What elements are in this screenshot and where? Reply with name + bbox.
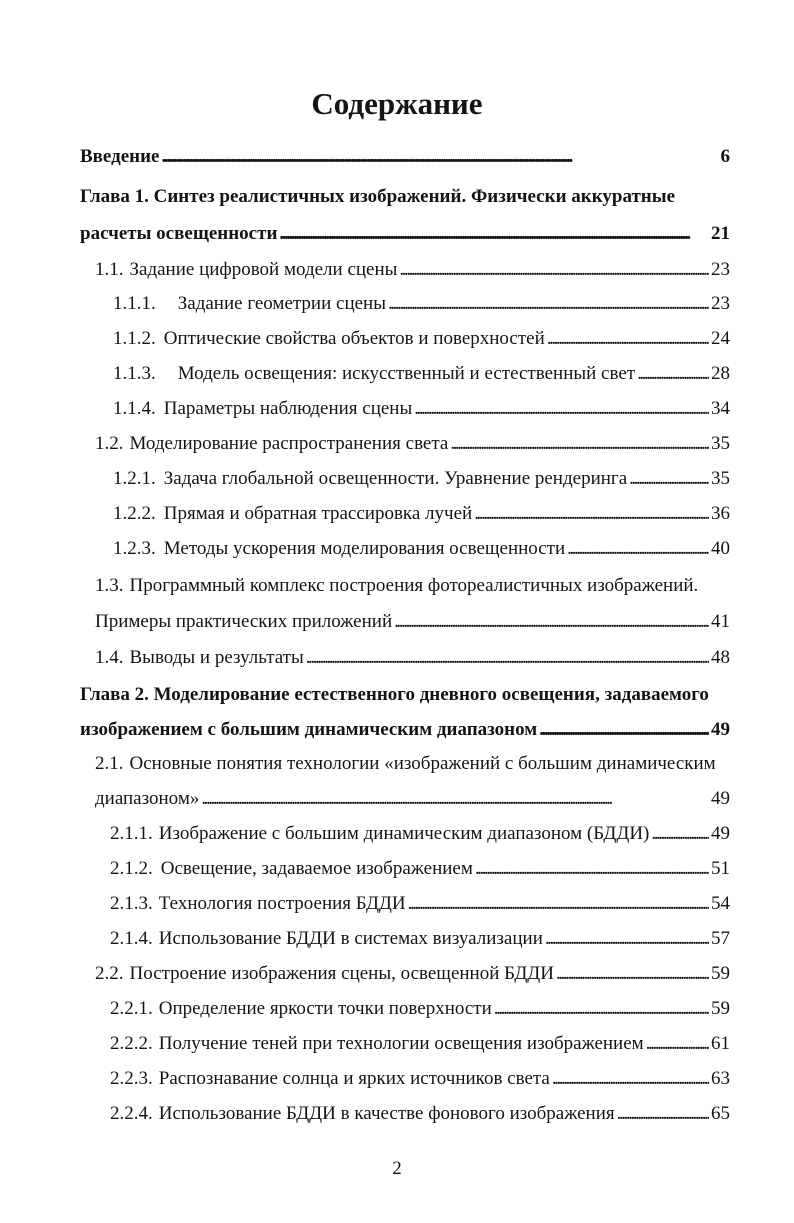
toc-entry-page: 49 (711, 719, 730, 740)
toc-entry-label (110, 1067, 550, 1091)
toc-entry[interactable] (95, 646, 730, 670)
dot-leader (394, 610, 709, 634)
toc-entry-title: Глава 2. Моделирование естественного дневного освещения, задаваемого (80, 684, 709, 705)
toc-entry[interactable] (113, 362, 730, 386)
toc-entry[interactable] (95, 432, 730, 456)
toc-entry-title: Программный комплекс построения фотореалистичных изображений. (129, 575, 699, 596)
toc-entry-label (113, 467, 627, 491)
toc-entry-page: 57 (711, 928, 730, 949)
toc-entry-page: 23 (711, 259, 730, 280)
toc-entry-number: 2.1. (95, 753, 124, 774)
dot-leader (651, 822, 709, 846)
toc-entry-number: 2.1.3. (110, 893, 153, 914)
dot-leader (547, 327, 709, 351)
toc-entry-label (80, 683, 709, 707)
dot-leader (474, 502, 709, 526)
toc-entry-title: Глава 1. Синтез реалистичных изображений. Физически аккуратные (80, 186, 676, 207)
toc-entry-title: Прямая и обратная трассировка лучей (163, 503, 473, 524)
toc-entry-number: 1.1.4. (113, 398, 156, 419)
toc-entry-label (95, 646, 304, 670)
toc-entry-number: 2.2.1. (110, 998, 153, 1019)
toc-entry-number: 2.1.4. (110, 928, 153, 949)
toc-entry[interactable] (95, 752, 716, 776)
toc-entry-number: 1.1. (95, 259, 124, 280)
toc-entry[interactable] (80, 718, 730, 742)
page-title: Содержание (311, 86, 483, 121)
toc-entry-number: 1.1.1. (113, 293, 156, 314)
toc-entry-title: Задание цифровой модели сцены (129, 259, 398, 280)
toc-entry[interactable] (110, 927, 730, 951)
toc-entry-title: Изображение с большим динамическим диапазоном (БДДИ) (158, 823, 650, 844)
dot-leader (201, 787, 709, 811)
toc-entry-title: Примеры практических приложений (95, 611, 393, 632)
dot-leader (162, 145, 719, 169)
toc-entry-number: 2.2.3. (110, 1068, 153, 1089)
dot-leader (399, 258, 709, 282)
toc-entry-page: 54 (711, 893, 730, 914)
dot-leader (388, 292, 709, 316)
toc-entry-label (110, 997, 492, 1021)
toc-entry-page: 41 (711, 611, 730, 632)
toc-entry-page: 34 (711, 398, 730, 419)
toc-entry-page: 28 (711, 363, 730, 384)
toc-entry-page: 63 (711, 1068, 730, 1089)
toc-entry-page: 35 (711, 433, 730, 454)
toc-entry[interactable] (95, 574, 698, 598)
dot-leader (279, 222, 709, 246)
toc-entry-page: 6 (720, 146, 730, 167)
toc-entry-number: 2.2.2. (110, 1033, 153, 1054)
toc-entry-label (113, 537, 565, 561)
toc-entry-label (95, 962, 554, 986)
toc-entry-page: 61 (711, 1033, 730, 1054)
dot-leader (414, 397, 709, 421)
toc-entry[interactable] (80, 145, 730, 169)
toc-entry-page: 36 (711, 503, 730, 524)
toc-entry-label (95, 258, 397, 282)
toc-entry-label (95, 574, 698, 598)
toc-entry-title: расчеты освещенности (80, 223, 278, 244)
toc-entry-title: Введение (80, 146, 160, 167)
dot-leader (617, 1102, 709, 1126)
toc-entry-page: 59 (711, 963, 730, 984)
toc-entry[interactable] (110, 1067, 730, 1091)
toc-entry[interactable] (113, 537, 730, 561)
toc-entry-title: Освещение, задаваемое изображением (160, 858, 473, 879)
toc-entry[interactable] (110, 997, 730, 1021)
toc-entry-label (113, 502, 472, 526)
dot-leader (539, 718, 709, 742)
dot-leader (545, 927, 709, 951)
toc-entry[interactable] (110, 1102, 730, 1126)
toc-entry[interactable] (80, 185, 675, 209)
dot-leader (567, 537, 709, 561)
toc-entry-label (113, 362, 635, 386)
toc-entry-label (80, 222, 277, 246)
toc-entry-label (95, 787, 199, 811)
toc-entry-title: Модель освещения: искусственный и естественный свет (177, 363, 636, 384)
toc-entry-number: 2.1.2. (110, 858, 153, 879)
toc-entry-number: 1.1.3. (113, 363, 156, 384)
toc-entry-title: диапазоном» (95, 788, 200, 809)
toc-entry-label (113, 397, 412, 421)
toc-entry-label (110, 1032, 644, 1056)
toc-entry-title: Оптические свойства объектов и поверхностей (163, 328, 545, 349)
dot-leader (629, 467, 709, 491)
toc-entry-title: Использование БДДИ в системах визуализации (158, 928, 543, 949)
toc-entry-title: Получение теней при технологии освещения изображением (158, 1033, 644, 1054)
toc-entry-title: Моделирование распространения света (129, 433, 449, 454)
toc-entry-title: Задание геометрии сцены (177, 293, 386, 314)
toc-entry-label (113, 327, 545, 351)
toc-entry-label (110, 892, 406, 916)
toc-entry[interactable] (113, 502, 730, 526)
toc-entry-title: Использование БДДИ в качестве фонового изображения (158, 1103, 615, 1124)
toc-entry-label (95, 610, 392, 634)
toc-entry-page: 23 (711, 293, 730, 314)
toc-entry-page: 51 (711, 858, 730, 879)
toc-entry[interactable] (95, 962, 730, 986)
toc-entry-page: 49 (711, 788, 730, 809)
toc-entry-page: 40 (711, 538, 730, 559)
dot-leader (646, 1032, 709, 1056)
toc-entry-number: 1.2.1. (113, 468, 156, 489)
toc-entry[interactable] (95, 258, 730, 282)
dot-leader (494, 997, 709, 1021)
dot-leader (637, 362, 709, 386)
toc-entry-title: Выводы и результаты (129, 647, 304, 668)
dot-leader (556, 962, 709, 986)
toc-entry-title: Технология построения БДДИ (158, 893, 406, 914)
toc-entry-number: 1.2.2. (113, 503, 156, 524)
page-number: 2 (392, 1158, 402, 1179)
toc-entry-number: 2.2. (95, 963, 124, 984)
toc-entry-label (113, 292, 386, 316)
dot-leader (450, 432, 709, 456)
toc-entry-page: 24 (711, 328, 730, 349)
toc-entry[interactable] (113, 292, 730, 316)
toc-entry[interactable] (110, 822, 730, 846)
toc-entry-label (95, 752, 716, 776)
toc-entry-title: Определение яркости точки поверхности (158, 998, 492, 1019)
toc-entry-page: 65 (711, 1103, 730, 1124)
toc-entry-label (110, 822, 649, 846)
toc-entry-title: Методы ускорения моделирования освещенности (163, 538, 566, 559)
toc-entry-number: 2.2.4. (110, 1103, 153, 1124)
toc-entry[interactable] (80, 222, 730, 246)
dot-leader (552, 1067, 709, 1091)
toc-entry-label (110, 1102, 615, 1126)
toc-entry[interactable] (113, 397, 730, 421)
toc-entry-label (110, 857, 473, 881)
toc-entry-page: 35 (711, 468, 730, 489)
toc-entry-number: 1.2.3. (113, 538, 156, 559)
toc-entry-number: 1.2. (95, 433, 124, 454)
toc-entry-title: Задача глобальной освещенности. Уравнение рендеринга (163, 468, 628, 489)
toc-entry-page: 48 (711, 647, 730, 668)
dot-leader (306, 646, 709, 670)
toc-entry[interactable] (95, 610, 730, 634)
toc-entry-number: 1.3. (95, 575, 124, 596)
toc-entry[interactable] (113, 327, 730, 351)
toc-entry-label (95, 432, 448, 456)
toc-entry-page: 21 (711, 223, 730, 244)
dot-leader (408, 892, 709, 916)
toc-entry-number: 2.1.1. (110, 823, 153, 844)
toc-entry-title: Распознавание солнца и ярких источников света (158, 1068, 550, 1089)
toc-entry[interactable] (95, 787, 730, 811)
toc-entry[interactable] (110, 857, 730, 881)
toc-entry[interactable] (113, 467, 730, 491)
toc-entry-label (80, 718, 537, 742)
toc-entry-page: 49 (711, 823, 730, 844)
toc-entry-label (110, 927, 543, 951)
toc-entry-title: Построение изображения сцены, освещенной БДДИ (129, 963, 554, 984)
toc-entry[interactable] (110, 892, 730, 916)
toc-entry-number: 1.1.2. (113, 328, 156, 349)
toc-entry[interactable] (110, 1032, 730, 1056)
toc-entry-label (80, 185, 675, 209)
toc-entry[interactable] (80, 683, 709, 707)
toc-entry-title: Параметры наблюдения сцены (163, 398, 413, 419)
toc-entry-title: Основные понятия технологии «изображений с большим динамическим (129, 753, 716, 774)
toc-entry-label (80, 145, 160, 169)
toc-entry-page: 59 (711, 998, 730, 1019)
dot-leader (475, 857, 709, 881)
toc-entry-number: 1.4. (95, 647, 124, 668)
toc-entry-title: изображением с большим динамическим диапазоном (80, 719, 538, 740)
